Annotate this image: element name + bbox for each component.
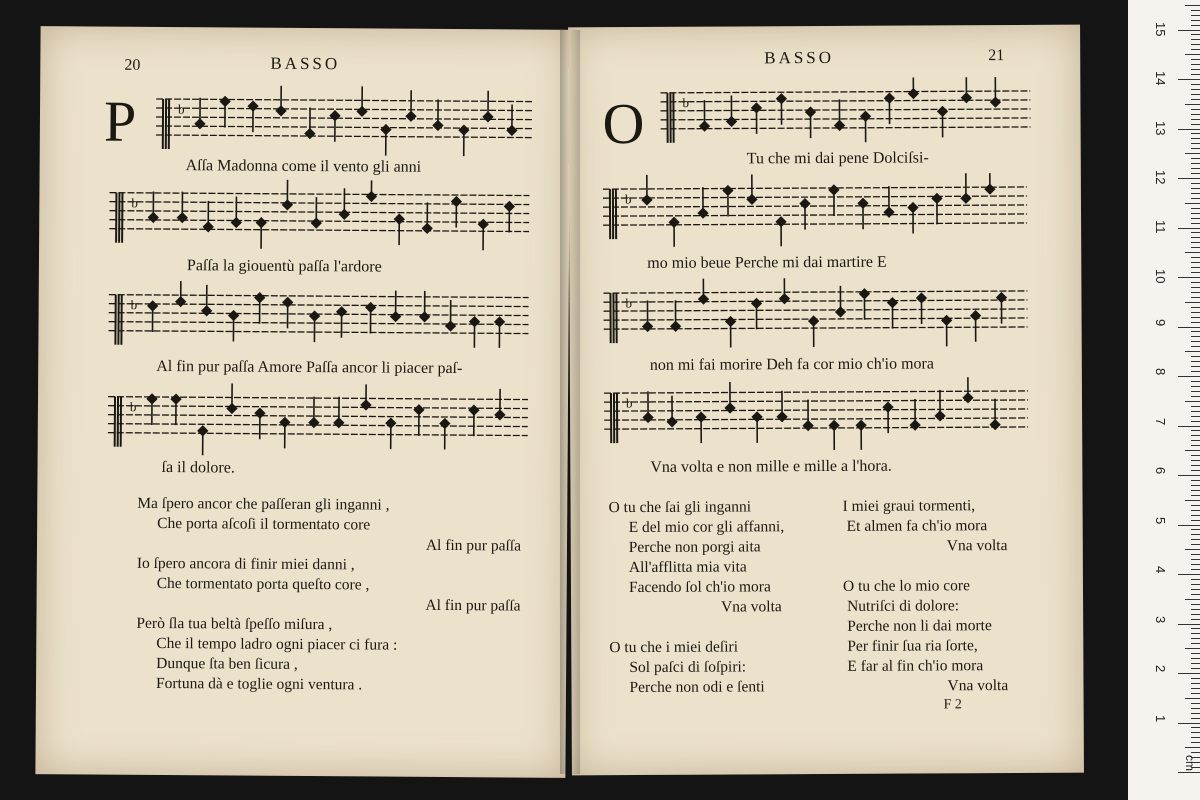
ruler-tick	[1178, 327, 1200, 328]
verse-line: E del mio cor gli affanni,	[628, 518, 785, 537]
lyric-line-3: non mi fai morire Deh fa cor mio ch'io mora	[649, 355, 934, 374]
ruler-tick	[1191, 534, 1200, 535]
staff-line	[603, 214, 1027, 216]
staff-line	[603, 187, 1027, 189]
staff-line	[604, 409, 1028, 411]
ruler-tick	[1191, 237, 1200, 238]
staff-line	[604, 391, 1028, 393]
verse-line: Nutriſci di dolore:	[847, 597, 960, 615]
staff-line	[108, 331, 528, 334]
ruler-tick	[1191, 158, 1200, 159]
ruler-tick	[1191, 490, 1200, 491]
ruler-tick	[1185, 54, 1200, 55]
ruler-tick	[1178, 723, 1200, 724]
ruler-tick	[1191, 69, 1200, 70]
flat-sign: b	[625, 295, 633, 311]
staff-line	[109, 295, 529, 298]
ruler-tick	[1191, 529, 1200, 530]
ruler-tick	[1191, 84, 1200, 85]
staff-line	[109, 304, 529, 307]
flat-sign: b	[682, 95, 689, 111]
flat-sign: b	[177, 101, 185, 117]
ruler-tick	[1191, 584, 1200, 585]
verse-line: Al fin pur paſſa	[425, 536, 522, 555]
ruler-tick	[1185, 648, 1200, 649]
music-staff-1	[660, 77, 1030, 151]
ruler-tick	[1191, 381, 1200, 382]
staff-line	[108, 415, 528, 418]
ruler-tick	[1191, 213, 1200, 214]
ruler-tick	[1191, 604, 1200, 605]
ruler-tick	[1178, 624, 1200, 625]
ruler-tick	[1191, 589, 1200, 590]
verse-line: E far al fin ch'io mora	[847, 657, 984, 675]
ruler-tick	[1191, 435, 1200, 436]
ruler-tick	[1191, 133, 1200, 134]
ruler-tick	[1185, 450, 1200, 451]
ruler-number: 7	[1153, 417, 1168, 425]
ruler-tick	[1191, 322, 1200, 323]
ruler-tick	[1191, 247, 1200, 248]
ruler-tick	[1191, 193, 1200, 194]
ruler-tick	[1191, 713, 1200, 714]
music-staff-2	[109, 179, 529, 254]
clef-bar	[162, 99, 164, 149]
clef-bar	[120, 295, 122, 345]
ruler-tick	[1191, 628, 1200, 629]
ruler-tick	[1191, 89, 1200, 90]
ruler-number: 15	[1153, 21, 1168, 36]
ruler-tick	[1191, 242, 1200, 243]
ruler-number: 10	[1153, 269, 1168, 284]
lyric-line-2: Paſſa la giouentù paſſa l'ardore	[186, 257, 382, 276]
music-staff-2	[603, 173, 1027, 247]
verse-line: Fortuna dà e toglie ogni ventura .	[155, 674, 363, 694]
verse-line: O tu che lo mio core	[842, 577, 971, 595]
ruler-tick	[1191, 658, 1200, 659]
verse-line: Vna volta	[946, 537, 1008, 555]
clef-bar	[168, 99, 170, 149]
ruler-tick	[1191, 39, 1200, 40]
ruler-tick	[1191, 470, 1200, 471]
ruler-tick	[1191, 406, 1200, 407]
ruler-tick	[1185, 302, 1200, 303]
ruler-tick	[1191, 257, 1200, 258]
ruler-number: 8	[1153, 368, 1168, 376]
page-number: 21	[988, 47, 1005, 65]
ruler-tick	[1191, 282, 1200, 283]
ruler-tick	[1185, 351, 1200, 352]
ruler-tick	[1191, 168, 1200, 169]
ruler-tick	[1191, 569, 1200, 570]
clef-bar	[615, 189, 617, 239]
ruler-tick	[1191, 10, 1200, 11]
ruler-tick	[1178, 178, 1200, 179]
ruler-tick	[1191, 718, 1200, 719]
ruler-unit: cm	[1183, 755, 1197, 771]
ruler-tick	[1185, 549, 1200, 550]
staff-line	[109, 229, 529, 232]
ruler-tick	[1191, 614, 1200, 615]
clef-bar	[165, 99, 167, 149]
staff-line	[604, 418, 1028, 420]
verse-line: All'afflitta mia vita	[628, 558, 747, 577]
staff-line	[660, 91, 1030, 93]
lyric-line-1: Aſſa Madonna come il vento gli anni	[185, 157, 422, 176]
ruler-tick	[1191, 594, 1200, 595]
verse-line: Vna volta	[947, 677, 1009, 695]
ruler-tick	[1191, 292, 1200, 293]
ruler-tick	[1185, 104, 1200, 105]
ruler-tick	[1191, 421, 1200, 422]
ruler-tick	[1191, 544, 1200, 545]
ruler-tick	[1185, 252, 1200, 253]
page-number: 20	[124, 56, 141, 74]
ruler-tick	[1178, 79, 1200, 80]
ruler-tick	[1191, 559, 1200, 560]
clef-bar	[609, 293, 611, 343]
ruler-tick	[1191, 218, 1200, 219]
clef-bar	[115, 193, 117, 243]
ruler-tick	[1191, 416, 1200, 417]
ruler-tick	[1185, 747, 1200, 748]
ruler-tick	[1191, 515, 1200, 516]
lyric-line-1: Tu che mi dai pene Dolciſsi-	[746, 149, 929, 168]
verse-line: Che porta aſcoſi il tormentato core	[157, 514, 371, 534]
ruler-tick	[1178, 277, 1200, 278]
ruler-tick	[1191, 732, 1200, 733]
ruler-tick	[1191, 727, 1200, 728]
ruler-tick	[1191, 287, 1200, 288]
ruler-tick	[1191, 297, 1200, 298]
page-header: BASSO	[764, 47, 835, 68]
flat-sign: b	[129, 399, 137, 415]
ruler-tick	[1191, 114, 1200, 115]
ruler-tick	[1191, 460, 1200, 461]
ruler-tick	[1191, 619, 1200, 620]
ruler-number: 5	[1153, 516, 1168, 524]
staff-line	[660, 109, 1030, 111]
ruler-tick	[1191, 336, 1200, 337]
ruler-tick	[1185, 401, 1200, 402]
lyric-line-4: ſa il dolore.	[161, 459, 235, 477]
ruler-tick	[1191, 688, 1200, 689]
ruler-tick	[1191, 505, 1200, 506]
ruler-tick	[1191, 223, 1200, 224]
ruler-tick	[1191, 653, 1200, 654]
clef-bar	[672, 93, 674, 143]
clef-bar	[612, 293, 614, 343]
ruler-tick	[1191, 485, 1200, 486]
staff-line	[108, 406, 528, 409]
ruler-tick	[1191, 391, 1200, 392]
ruler-tick	[1191, 341, 1200, 342]
ruler-tick	[1191, 633, 1200, 634]
flat-sign: b	[625, 395, 633, 411]
ruler-tick	[1191, 74, 1200, 75]
verse-column-1	[568, 25, 1080, 28]
ruler-number: 9	[1153, 318, 1168, 326]
ruler-tick	[1191, 440, 1200, 441]
clef-bar	[117, 295, 119, 345]
staff-line	[604, 327, 1028, 329]
staff-line	[108, 433, 528, 436]
ruler-tick	[1191, 693, 1200, 694]
ruler-tick	[1191, 703, 1200, 704]
ruler-tick	[1191, 579, 1200, 580]
ruler-tick	[1191, 445, 1200, 446]
ruler-tick	[1191, 510, 1200, 511]
verse-line: Dunque ſta ben ſicura ,	[156, 654, 298, 673]
ruler-tick	[1178, 129, 1200, 130]
clef-bar	[118, 193, 120, 243]
staff-line	[156, 135, 532, 138]
verse-line: Et almen fa ch'io mora	[846, 517, 988, 535]
ruler-tick	[1191, 188, 1200, 189]
staff-line	[603, 223, 1027, 225]
clef-bar	[120, 397, 122, 447]
signature-mark: F 2	[943, 697, 962, 713]
right-page	[568, 25, 1084, 776]
ruler-tick	[1191, 455, 1200, 456]
ruler-tick	[1191, 198, 1200, 199]
ruler-number: 6	[1153, 467, 1168, 475]
ruler-tick	[1191, 638, 1200, 639]
verse-line: Per finir ſua ria ſorte,	[847, 637, 978, 655]
clef-bar	[669, 93, 671, 143]
staff-line	[603, 300, 1027, 302]
ruler-number: 2	[1153, 665, 1168, 673]
ruler-tick	[1191, 25, 1200, 26]
clef-bar	[612, 189, 614, 239]
ruler-tick	[1191, 708, 1200, 709]
ruler-tick	[1191, 262, 1200, 263]
ruler-tick	[1191, 520, 1200, 521]
staff-line	[660, 100, 1030, 102]
ruler-tick	[1191, 267, 1200, 268]
staff-line	[604, 309, 1028, 311]
ruler-tick	[1185, 153, 1200, 154]
flat-sign: b	[130, 297, 138, 313]
clef-bar	[615, 293, 617, 343]
clef-bar	[613, 393, 615, 443]
ruler-tick	[1191, 109, 1200, 110]
clef-bar	[114, 295, 116, 345]
staff-line	[156, 108, 532, 111]
verse-line: Vna volta	[721, 598, 782, 616]
ruler-tick	[1191, 64, 1200, 65]
ruler-tick	[1185, 698, 1200, 699]
ruler-number: 13	[1153, 120, 1168, 135]
ruler-tick	[1191, 752, 1200, 753]
staff-line	[109, 211, 529, 214]
ruler-tick	[1191, 143, 1200, 144]
ruler-tick	[1191, 554, 1200, 555]
verse-line: Perche non odi e ſenti	[629, 678, 765, 697]
staff-line	[156, 99, 532, 102]
verse-line: Perche non porgi aita	[628, 538, 761, 557]
ruler-tick	[1191, 495, 1200, 496]
ruler-tick	[1191, 366, 1200, 367]
ruler-tick	[1191, 119, 1200, 120]
page-header: BASSO	[270, 53, 341, 74]
staff-line	[156, 117, 532, 120]
decorated-initial: O	[602, 90, 645, 157]
staff-line	[156, 126, 532, 129]
staff-line	[604, 427, 1028, 429]
lyric-line-4: Vna volta e non mille e mille a l'hora.	[650, 457, 892, 476]
ruler-tick	[1191, 138, 1200, 139]
ruler-number: 12	[1153, 170, 1168, 185]
verse-line: O tu che i miei deſiri	[609, 638, 739, 657]
ruler-tick	[1191, 99, 1200, 100]
ruler-tick	[1191, 331, 1200, 332]
ruler-tick	[1191, 609, 1200, 610]
ruler-tick	[1191, 232, 1200, 233]
ruler-tick	[1191, 44, 1200, 45]
ruler-tick	[1191, 317, 1200, 318]
clef-bar	[121, 193, 123, 243]
ruler-tick	[1191, 356, 1200, 357]
ruler-tick	[1191, 361, 1200, 362]
music-staff-3	[108, 281, 528, 356]
staff-line	[603, 291, 1027, 293]
ruler-tick	[1191, 480, 1200, 481]
ruler-number: 11	[1153, 219, 1168, 233]
ruler-tick	[1191, 20, 1200, 21]
ruler-tick	[1191, 742, 1200, 743]
measuring-ruler	[1128, 0, 1200, 800]
verse-line: Io ſpero ancora di finir miei danni ,	[136, 554, 355, 574]
ruler-tick	[1191, 307, 1200, 308]
ruler-tick	[1178, 475, 1200, 476]
staff-line	[109, 322, 529, 325]
verse-line: Facendo ſol ch'io mora	[628, 578, 771, 597]
ruler-tick	[1191, 564, 1200, 565]
ruler-tick	[1191, 272, 1200, 273]
ruler-tick	[1185, 203, 1200, 204]
ruler-tick	[1191, 539, 1200, 540]
flat-sign: b	[131, 195, 138, 211]
ruler-tick	[1178, 376, 1200, 377]
clef-bar	[610, 393, 612, 443]
ruler-tick	[1191, 643, 1200, 644]
ruler-tick	[1191, 208, 1200, 209]
left-page	[35, 26, 570, 778]
staff-line	[109, 193, 529, 196]
ruler-tick	[1191, 465, 1200, 466]
ruler-tick	[1191, 668, 1200, 669]
ruler-tick	[1191, 411, 1200, 412]
ruler-tick	[1191, 737, 1200, 738]
ruler-tick	[1191, 94, 1200, 95]
verse-line: Però ſla tua beltà ſpeſſo miſura ,	[136, 614, 333, 634]
ruler-number: 14	[1153, 71, 1168, 86]
ruler-number: 3	[1153, 615, 1168, 623]
music-staff-1	[156, 85, 532, 160]
ruler-tick	[1191, 386, 1200, 387]
staff-line	[661, 127, 1031, 129]
verse-block	[41, 26, 571, 30]
music-staff-4	[108, 383, 528, 458]
music-staff-4	[604, 377, 1028, 451]
ruler-tick	[1191, 173, 1200, 174]
ruler-tick	[1178, 228, 1200, 229]
verse-line: Che tormentato porta queſto core ,	[156, 574, 370, 594]
ruler-tick	[1191, 15, 1200, 16]
ruler-tick	[1191, 312, 1200, 313]
verse-line: Al fin pur paſſa	[425, 596, 521, 615]
ruler-tick	[1191, 678, 1200, 679]
ruler-tick	[1191, 59, 1200, 60]
ruler-tick	[1185, 500, 1200, 501]
lyric-line-3: Al fin pur paſſa Amore Paſſa ancor li piacer paſ-	[156, 357, 463, 378]
verse-line: O tu che ſai gli inganni	[608, 498, 752, 517]
music-staff-3	[603, 277, 1027, 351]
verse-line: Sol paſci di ſoſpiri:	[629, 658, 747, 677]
ruler-tick	[1185, 5, 1200, 6]
ruler-tick	[1185, 599, 1200, 600]
book-gutter	[560, 30, 580, 774]
ruler-tick	[1191, 34, 1200, 35]
clef-bar	[666, 93, 668, 143]
verse-line: Ma ſpero ancor che paſſeran gli inganni ,	[137, 494, 390, 514]
verse-column-2	[568, 25, 1080, 28]
clef-bar	[114, 397, 116, 447]
ruler-number: 1	[1153, 714, 1168, 722]
staff-line	[604, 400, 1028, 402]
ruler-number: 4	[1153, 566, 1168, 574]
ruler-tick	[1191, 371, 1200, 372]
ruler-tick	[1191, 163, 1200, 164]
ruler-tick	[1191, 124, 1200, 125]
verse-line: I miei graui tormenti,	[842, 497, 976, 515]
staff-line	[661, 118, 1031, 120]
ruler-tick	[1191, 396, 1200, 397]
ruler-tick	[1191, 663, 1200, 664]
decorated-initial: P	[103, 88, 137, 154]
ruler-tick	[1178, 673, 1200, 674]
clef-bar	[117, 397, 119, 447]
staff-line	[603, 205, 1027, 207]
ruler-tick	[1178, 30, 1200, 31]
verse-line: Perche non li dai morte	[847, 617, 992, 635]
ruler-tick	[1191, 148, 1200, 149]
ruler-tick	[1191, 346, 1200, 347]
flat-sign: b	[624, 191, 632, 207]
ruler-tick	[1178, 772, 1200, 773]
clef-bar	[609, 189, 611, 239]
ruler-tick	[1191, 683, 1200, 684]
ruler-tick	[1191, 183, 1200, 184]
clef-bar	[616, 393, 618, 443]
ruler-tick	[1191, 430, 1200, 431]
staff-line	[109, 202, 529, 205]
ruler-tick	[1178, 426, 1200, 427]
lyric-line-2: mo mio beue Perche mi dai martire E	[647, 253, 887, 272]
verse-line: Che il tempo ladro ogni piacer ci fura :	[156, 634, 398, 654]
ruler-tick	[1178, 525, 1200, 526]
ruler-tick	[1178, 574, 1200, 575]
ruler-tick	[1191, 49, 1200, 50]
